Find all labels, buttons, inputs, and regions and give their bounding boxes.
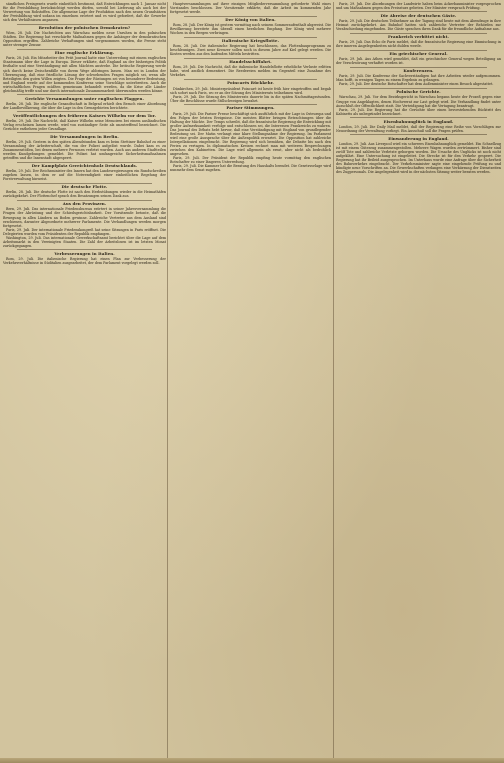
- paper-edge: [0, 758, 504, 763]
- article-paragraph: Wien, 28. Juli. Die Nachrichten aus Warschau melden neue Unruhen in den polnischen Städten. Die Regierung hat verschärfte Maßnahmen gegen die Anhänger der demokratischen Opposition ergriffen. Zahlreiche Verhaftungen sind vorgenommen worden, die Presse steht unter strenger Zensur.: [3, 31, 166, 48]
- article-separator: [17, 183, 152, 184]
- article-separator: [350, 11, 487, 12]
- article-headline: Frankreich verbittet nicht.: [388, 34, 449, 39]
- article-paragraph: Paris, 29. Juli. Die Sitzung des Ministerrats dauerte bis in die späten Nachmittagsstunden. Über die Beschlüsse wurde Stillschweigen bewahrt.: [170, 94, 331, 103]
- article-paragraph: Paris, 29. Juli. Die deutschen Teilnehmer an der Tagung sind heute mit dem Abendzuge in ihre Heimat zurückgekehrt. Am Bahnhof hatten sich zahlreiche Vertreter der Behörden zur Verabschiedung eingefunden. Die Gäste sprachen ihren Dank für die freundliche Aufnahme aus.: [336, 19, 501, 32]
- article-headline: Konferenzen.: [403, 68, 434, 74]
- article-headline: Gerichte Versammlungen unter englischen Flaggen.: [25, 95, 144, 101]
- article-separator: [184, 37, 317, 38]
- article-paragraph: Paris, 29. Juli. Der internationale Friedenskongreß hat seine Sitzungen in Paris eröffnet. Die Delegierten wurden vom Präsidenten der Republik empfangen.: [3, 227, 166, 236]
- article-headline: Polnische Gerichte.: [396, 89, 441, 95]
- article-paragraph: Paris, 29. Juli. Die Pariser Presse beschäftigt sich ausführlich mit der Lage in Osteuropa und den Folgen der letzten Ereignisse. Die meisten Blätter bringen Betrachtungen über die Haltung der Mächte. Der Temps schreibt, daß die französische Regierung die Entwicklung mit großer Aufmerksamkeit verfolge und entschlossen sei, die Interessen Frankreichs zu wahren. Das Journal des Débats hebt hervor, daß eine Verständigung mit England von grundlegender Bedeutung sei. Der Matin verlangt eine klare Stellungnahme der Regierung. Im Parlament wird eine große Aussprache über die Außenpolitik erwartet. Die Opposition hat zahlreiche Interpellationen eingebracht. Die Regierung wird sich bemühen, die Debatte bis nach den Ferien zu vertagen. In diplomatischen Kreisen rechnet man mit weiteren Besprechungen zwischen den Kabinetten. Die Lage wird allgemein als ernst, aber nicht als bedrohlich angesehen.: [170, 111, 331, 157]
- column-left: [3, 2, 166, 758]
- article-paragraph: Paris, 29. Juli. Die Kammer hat die Beratung des Haushalts beendet. Die Gesetzvorlage wird nunmehr dem Senat zugehen.: [170, 164, 331, 173]
- article-separator: [184, 79, 317, 80]
- article-paragraph: Paris, 29. Juli. Die Regierung hat die Gerüchte über einen bevorstehenden Rücktritt des Kabinetts als unbegründet bezeichnet.: [336, 107, 501, 116]
- article-separator: [350, 33, 487, 34]
- article-paragraph: Hauptversammlungen auf ihrer einzigen Mitgliederversammlung geforderte Wahl eines Vorstandes beschlossen. Der Vorsitzende erklärte, daß die Arbeit im kommenden Jahr fortgesetzt werde.: [170, 2, 331, 15]
- article-paragraph: Paris, 29. Juli. Die Abordnungen der Landwirte haben beim Ackerbauminister vorgesprochen und um Maßnahmen gegen den Preissturz gebeten. Der Minister versprach Prüfung.: [336, 2, 501, 11]
- article-separator: [350, 134, 487, 135]
- article-paragraph: Dünkirchen, 29. Juli. Ministerpräsident Poincaré ist heute früh hier eingetroffen und begab sich sofort nach Paris, wo er an der Sitzung des Ministerrats teilnehmen wird.: [170, 86, 331, 95]
- article-paragraph: Berlin, 29. Juli. Gestern in den späten Abendstunden kam es beim Stettiner Bahnhof zu einer Versammlung der Arbeiterschaft, die von der Polizei aufgelöst wurde. Dabei kam es zu Zusammenstößen, bei denen mehrere Personen verletzt wurden. Auch aus anderen Stadtteilen werden Kundgebungen gemeldet. Die Polizei hat umfangreiche Sicherheitsmaßnahmen getroffen und die Innenstadt abgesperrt.: [3, 140, 166, 161]
- article-headline: Italienische Kriegsflotte.: [221, 38, 280, 44]
- article-paragraph: Paris, 28. Juli. Ein Mitarbeiter des Petit Journal hatte eine Unterredung mit einem englischen Staatsmann über die Lage in Europa. Dieser erklärte, daß England an der bisherigen Politik festhalte und eine Verständigung mit allen Mächten anstrebe. Die britische Regierung werde sich durch keine Zwischenfälle von ihrem Wege abbringen lassen. Man sei in London der Überzeugung, daß eine friedliche Lösung der schwebenden Fragen möglich sei, wenn alle Beteiligten den guten Willen zeigten. Die Frage der Rüstungen sei von besonderer Bedeutung, und England werde auf der kommenden Konferenz seine Vorschläge unterbreiten. Auch die wirtschaftlichen Fragen müßten gemeinsam behandelt werden, da die Krise alle Länder gleichmäßig treffe und nur durch internationale Zusammenarbeit überwunden werden könne.: [3, 56, 166, 93]
- article-paragraph: Paris, 29. Juli. Aus Athen wird gemeldet, daß ein griechischer General wegen Beteiligung an der Verschwörung verhaftet worden ist.: [336, 57, 501, 66]
- article-headline: Verbesserungen in Italien.: [54, 250, 115, 256]
- article-separator: [350, 67, 487, 68]
- article-headline: Eisenbahnunglück in England.: [383, 118, 454, 124]
- article-headline: Ein griechischer General.: [389, 51, 448, 57]
- article-paragraph: London, 29. Juli. Aus Liverpool wird ein schweres Eisenbahnunglück gemeldet. Ein Schnellzug ist mit einem Güterzug zusammengestoßen. Mehrere Wagen wurden zertrümmert. Bisher sind zwölf Tote und zahlreiche Verletzte geborgen worden. Die Ursache des Unglücks ist noch nicht aufgeklärt. Eine Untersuchung ist eingeleitet. Die Strecke ist für den Verkehr gesperrt. Die Regierung hat ihr Beileid ausgesprochen. Im Unterhaus wurde eine Anfrage über die Sicherheit des Bahnverkehrs eingebracht. Der Verkehrsminister sagte eine eingehende Prüfung zu und kündigte neue Vorschriften an. Die Gewerkschaften verlangen eine Verkürzung der Dienstzeiten des Zugpersonals. Die Angelegenheit wird in der nächsten Sitzung weiter beraten werden.: [336, 141, 501, 175]
- article-paragraph: Paris, 29. Juli. Der deutsche Botschafter hat dem Außenminister einen Besuch abgestattet.: [339, 82, 494, 87]
- article-headline: Eine englische Erklärung.: [54, 50, 115, 56]
- article-headline: Revolution der polnischen Demokraten?: [38, 25, 131, 31]
- article-separator: [17, 94, 152, 95]
- article-separator: [350, 88, 487, 89]
- article-paragraph: Rom, 29. Juli. Die Nachricht, daß die italienische Handelsflotte erhebliche Verluste erlitten habe, wird amtlich dementiert. Die Reedereien melden im Gegenteil eine Zunahme des Verkehrs.: [170, 65, 331, 78]
- column-rule: [167, 2, 168, 758]
- article-headline: Der König von Italien.: [225, 16, 276, 22]
- article-headline: Aus den Provinzen.: [62, 201, 107, 207]
- article-headline: Handelsschiffahrt.: [229, 59, 272, 65]
- article-paragraph: Paris, 29. Juli. Die Konferenz der Sachverständigen hat ihre Arbeiten wieder aufgenommen. Man hofft, in wenigen Tagen zu einem Ergebnis zu gelangen.: [336, 74, 501, 83]
- column-middle: [170, 2, 331, 758]
- article-paragraph: Bern, 29. Juli. Das internationale Friedensbureau erörtert in seiner Jahresversammlung die Fragen der Abrüstung und der Schiedsgerichtsbarkeit. Der Vorsitzende betonte, daß die Bewegung in allen Ländern an Boden gewinne. Zahlreiche Vertreter aus dem Ausland sind erschienen, darunter Abgeordnete mehrerer Parlamente. Die Verhandlungen werden morgen fortgesetzt.: [3, 207, 166, 228]
- article-paragraph: Rom, 28. Juli. Die italienische Regierung hat beschlossen, das Flottenbauprogramm zu beschleunigen. Zwei neue Kreuzer sollen noch in diesem Jahre auf Kiel gelegt werden. Die Kosten werden aus den laufenden Mitteln bestritten.: [170, 44, 331, 57]
- article-headline: Die Abreise der deutschen Gäste.: [380, 12, 457, 18]
- article-separator: [184, 104, 317, 105]
- article-headline: Die Versammlungen in Berlin.: [50, 133, 119, 139]
- article-headline: Veröffentlichungen des früheren Kaisers Wilhelm vor dem Tor.: [13, 112, 156, 118]
- article-paragraph: Berlin, 29. Juli. Der Reichsminister des Innern hat den Landesregierungen ein Rundschreiben zugehen lassen, in dem er auf die Notwendigkeit einer einheitlichen Regelung der Forstverwaltung hinweist.: [3, 169, 166, 182]
- article-paragraph: Berlin, 28. Juli. Die englische Gesandtschaft in Belgrad erhielt den Besuch einer Abordnung der Landbevölkerung, die über die Lage in den Grenzgebieten berichtete.: [3, 101, 166, 110]
- article-separator: [17, 49, 152, 50]
- article-headline: Der Kampfplatz Gereichtenholz Deutschlands.: [31, 163, 138, 169]
- article-separator: [350, 117, 487, 118]
- article-headline: Einwanderung in England.: [388, 135, 449, 141]
- article-separator: [17, 200, 152, 201]
- article-paragraph: Paris, 29. Juli. Das Echo de Paris meldet, daß die französische Regierung eine Einmischung in ihre inneren Angelegenheiten nicht dulden werde.: [336, 40, 501, 49]
- article-separator: [17, 24, 152, 25]
- article-headline: Poincarés Rückkehr.: [227, 80, 274, 86]
- article-paragraph: Paris, 29. Juli. Der Präsident der Republik empfing heute vormittag den englischen Botschafter zu einer längeren Unterredung.: [170, 156, 331, 165]
- article-separator: [17, 249, 152, 250]
- column-rule: [333, 2, 334, 758]
- article-paragraph: London, 29. Juli. Die Daily Mail meldet, daß der Regierung eine Reihe von Vorschlägen zur Neuordnung der Verwaltung vorliegt. Ein Ausschuß soll die Fragen prüfen.: [336, 124, 501, 133]
- article-paragraph: Rom, 29. Juli. Die italienische Regierung hat einen Plan zur Verbesserung der Verkehrsverhältnisse in Süditalien ausgearbeitet, der dem Parlament vorgelegt werden soll.: [3, 256, 166, 265]
- article-paragraph: Washington, 29. Juli. Das internationale Gewerkschaftsamt berichtet über die Lage auf dem Arbeitsmarkt in den Vereinigten Staaten. Die Zahl der Arbeitslosen ist im letzten Monat zurückgegangen.: [3, 235, 166, 248]
- article-paragraph: Berlin, 29. Juli. Die Nachricht, daß Kaiser Wilhelm seine Memoiren bei einem ausländischen Verlag erscheinen lassen werde, wird von zuständiger Seite als unzutreffend bezeichnet. Die Gerüchte entbehren jeder Grundlage.: [3, 118, 166, 131]
- article-separator: [17, 132, 152, 133]
- article-headline: Die deutsche Flotte.: [61, 184, 108, 190]
- article-paragraph: sämtlichen Preisgesetz wurde einheitlich bestimmt, daß Entwicklungen nach 1. Januar nicht für die Preisbildung berücksichtigt werden dürfen, sowohl bei Lieferung als auch bei der Verwertung von Rohstoffen. Die allgemeine Lage der Produktion nach den neuen Grundsätzen der Preisbildung wird sodann im einzelnen erörtert und es wird gefordert, daß die Gewerbe sich den Verhältnissen anpassen.: [3, 2, 166, 23]
- article-headline: Pariser Stimmungen.: [226, 105, 275, 111]
- article-separator: [17, 111, 152, 112]
- column-right: [336, 2, 501, 758]
- article-separator: [17, 162, 152, 163]
- article-separator: [184, 16, 317, 17]
- article-paragraph: Berlin, 28. Juli. Die deutsche Flotte ist nach den Herbstübungen wieder in die Heimathäfen zurückgekehrt. Der Flottenchef sprach den Besatzungen seinen Dank aus.: [3, 190, 166, 199]
- article-separator: [350, 50, 487, 51]
- article-separator: [184, 58, 317, 59]
- article-paragraph: Warschau, 29. Juli. Vor dem Bezirksgericht in Warschau begann heute der Prozeß gegen eine Gruppe von Angeklagten, denen Hochverrat zur Last gelegt wird. Die Verhandlung findet unter Ausschluß der Öffentlichkeit statt. Die Verteidigung hat die Vertagung beantragt.: [336, 95, 501, 108]
- article-paragraph: Rom, 28. Juli. Der König ist gestern vormittag nach seinem Sommeraufenthalt abgereist. Die Bevölkerung bereitete ihm überall einen herzlichen Empfang. Der König wird mehrere Wochen in den Bergen verbringen.: [170, 23, 331, 36]
